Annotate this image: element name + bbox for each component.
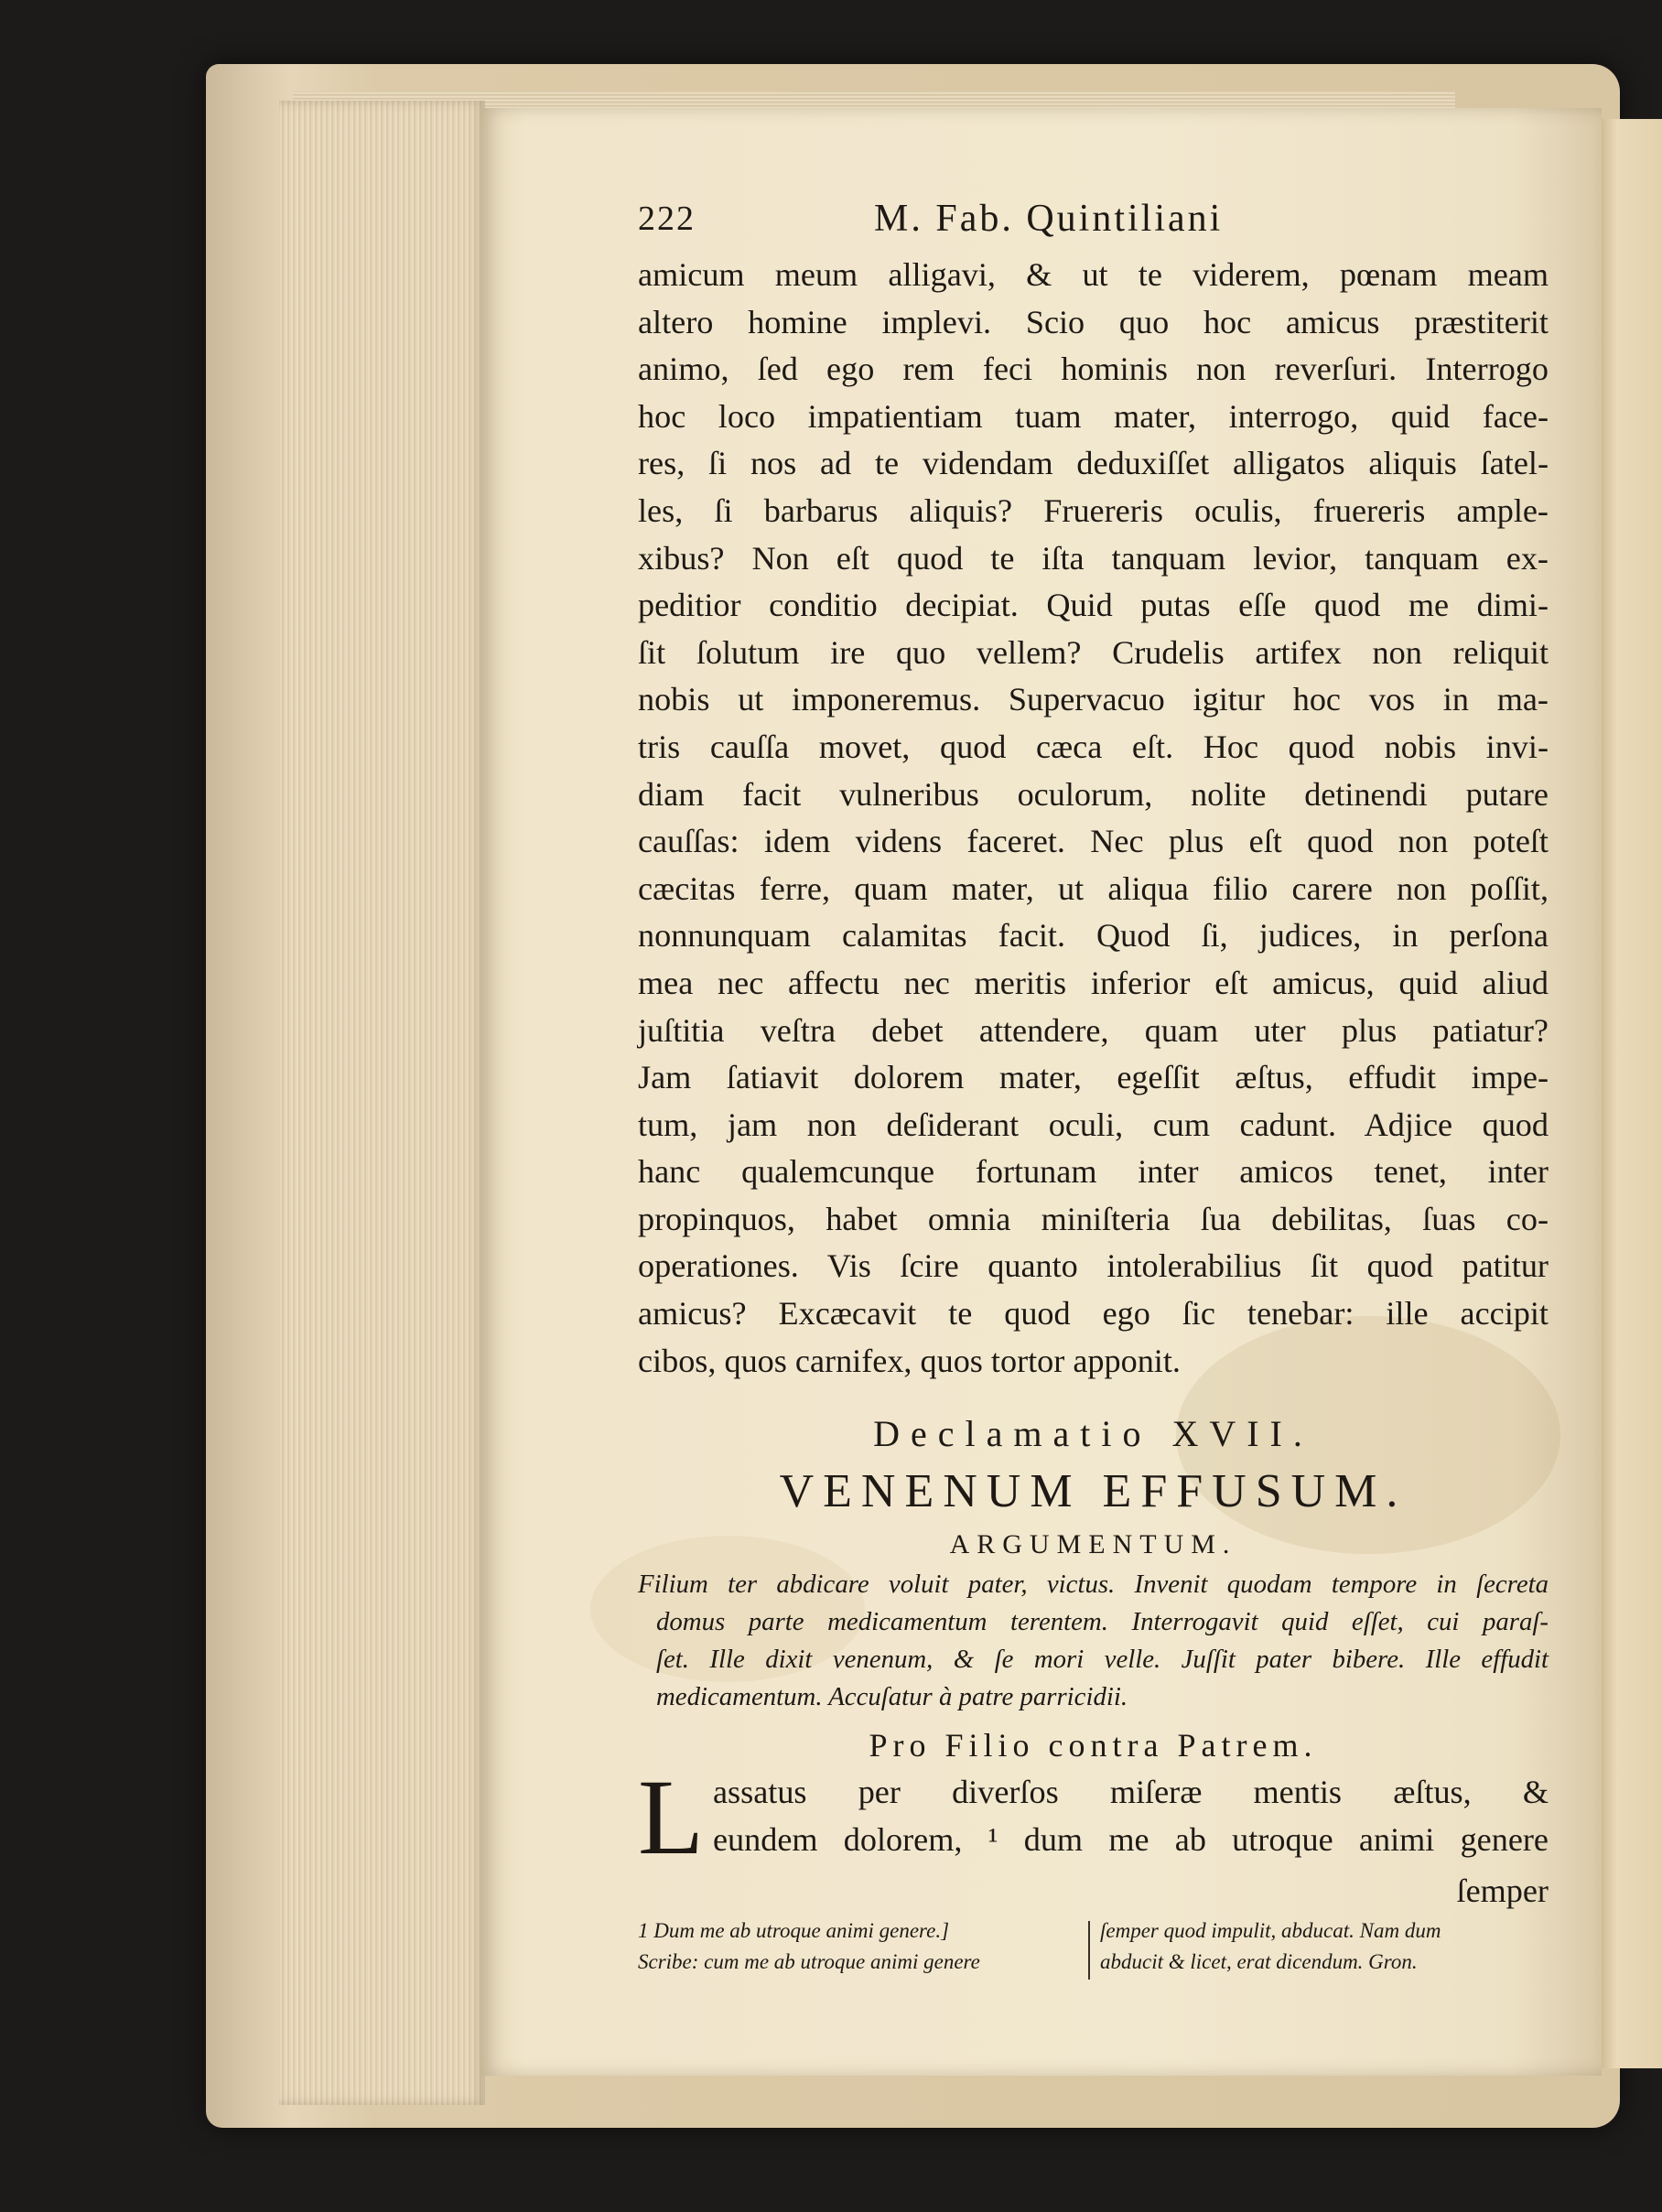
- text-line: xibus? Non eſt quod te iſta tanquam levior, tanquam ex-: [638, 539, 1549, 577]
- argument-line: ſet. Ille dixit venenum, & ſe mori velle. Juſſit pater bibere. Ille effudit: [656, 1645, 1549, 1675]
- text-line: cauſſas: idem videns faceret. Nec plus eſt quod non poteſt: [638, 823, 1549, 860]
- footnote-line: abducit & licet, erat dicendum. Gron.: [1100, 1950, 1418, 1974]
- text-line: amicus? Excæcavit te quod ego ſic tenebar: ille accipit: [638, 1295, 1549, 1333]
- text-line: eundem dolorem, ¹ dum me ab utroque animi genere: [713, 1821, 1549, 1859]
- text-line: ſit ſolutum ire quo vellem? Crudelis artifex non reliquit: [638, 633, 1549, 671]
- footnote-line: 1 Dum me ab utroque animi genere.]: [638, 1919, 950, 1943]
- text-line: mea nec affectu nec meritis inferior eſt amicus, quid aliud: [638, 964, 1549, 1001]
- text-line: hoc loco impatientiam tuam mater, interrogo, quid face-: [638, 397, 1549, 435]
- opening-paragraph: [638, 1757, 1549, 1878]
- catchword: ſemper: [1456, 1872, 1549, 1910]
- text-line: cibos, quos carnifex, quos tortor apponit.: [638, 1342, 1181, 1379]
- text-line: operationes. Vis ſcire quanto intolerabilius ſit quod patitur: [638, 1247, 1549, 1285]
- text-line: propinquos, habet omnia miniſteria ſua debilitas, ſuas co-: [638, 1200, 1549, 1237]
- drop-cap: L: [638, 1757, 705, 1878]
- text-line: altero homine implevi. Scio quo hoc amicus præstiterit: [638, 303, 1549, 340]
- running-head: [638, 197, 1549, 252]
- facing-page-edge: [1597, 119, 1662, 2068]
- text-line: peditior conditio decipiat. Quid putas eſſe quod me dimi-: [638, 587, 1549, 624]
- footnote-line: ſemper quod impulit, abducat. Nam dum: [1100, 1919, 1441, 1943]
- text-line: hanc qualemcunque fortunam inter amicos tenet, inter: [638, 1153, 1549, 1191]
- text-line: assatus per diverſos miſeræ mentis æſtus, &: [713, 1774, 1549, 1811]
- page-edges: [279, 101, 485, 2105]
- argument-line: domus parte medicamentum terentem. Interrogavit quid eſſet, cui paraſ-: [656, 1607, 1549, 1637]
- argument-text: [638, 1566, 1549, 1716]
- argument-line: medicamentum. Accuſatur à patre parricidii.: [656, 1682, 1128, 1712]
- running-title: M. Fab. Quintiliani: [874, 198, 1224, 240]
- text-line: amicum meum alligavi, & ut te viderem, pœnam meam: [638, 256, 1549, 293]
- text-line: animo, ſed ego rem feci hominis non reverſuri. Interrogo: [638, 351, 1549, 388]
- page-number: 222: [638, 200, 696, 238]
- argument-line: Filium ter abdicare voluit pater, victus. Invenit quodam tempore in ſecreta: [638, 1570, 1549, 1600]
- footnote-right: [1100, 1915, 1549, 1978]
- declamation-heading: Declamatio XVII.: [873, 1413, 1313, 1455]
- page-text-block: [638, 197, 1549, 1992]
- footnote-left: [638, 1915, 1082, 1978]
- footnotes: [638, 1915, 1549, 1992]
- text-line: tum, jam non deſiderant oculi, cum cadunt. Adjice quod: [638, 1106, 1549, 1143]
- text-line: res, ſi nos ad te videndam deduxiſſet alligatos aliquis ſatel-: [638, 445, 1549, 482]
- text-line: juſtitia veſtra debet attendere, quam uter plus patiatur?: [638, 1011, 1549, 1049]
- text-line: nonnunquam calamitas facit. Quod ſi, judices, in perſona: [638, 917, 1549, 955]
- body-text: [638, 252, 1549, 1385]
- footnote-line: Scribe: cum me ab utroque animi genere: [638, 1950, 980, 1974]
- section-subheading: Pro Filio contra Patrem.: [869, 1727, 1318, 1764]
- argument-heading: ARGUMENTUM.: [949, 1529, 1237, 1560]
- text-line: Jam ſatiavit dolorem mater, egeſſit æſtus, effudit impe-: [638, 1059, 1549, 1096]
- declamation-title: VENENUM EFFUSUM.: [779, 1465, 1408, 1518]
- text-line: diam facit vulneribus oculorum, nolite detinendi putare: [638, 775, 1549, 813]
- text-line: tris cauſſa movet, quod cæca eſt. Hoc quod nobis invi-: [638, 728, 1549, 765]
- text-line: les, ſi barbarus aliquis? Fruereris oculis, fruereris ample-: [638, 491, 1549, 529]
- text-line: nobis ut imponeremus. Supervacuo igitur hoc vos in ma-: [638, 681, 1549, 718]
- text-line: cæcitas ferre, quam mater, ut aliqua filio carere non poſſit,: [638, 869, 1549, 907]
- footnote-divider: [1088, 1921, 1090, 1980]
